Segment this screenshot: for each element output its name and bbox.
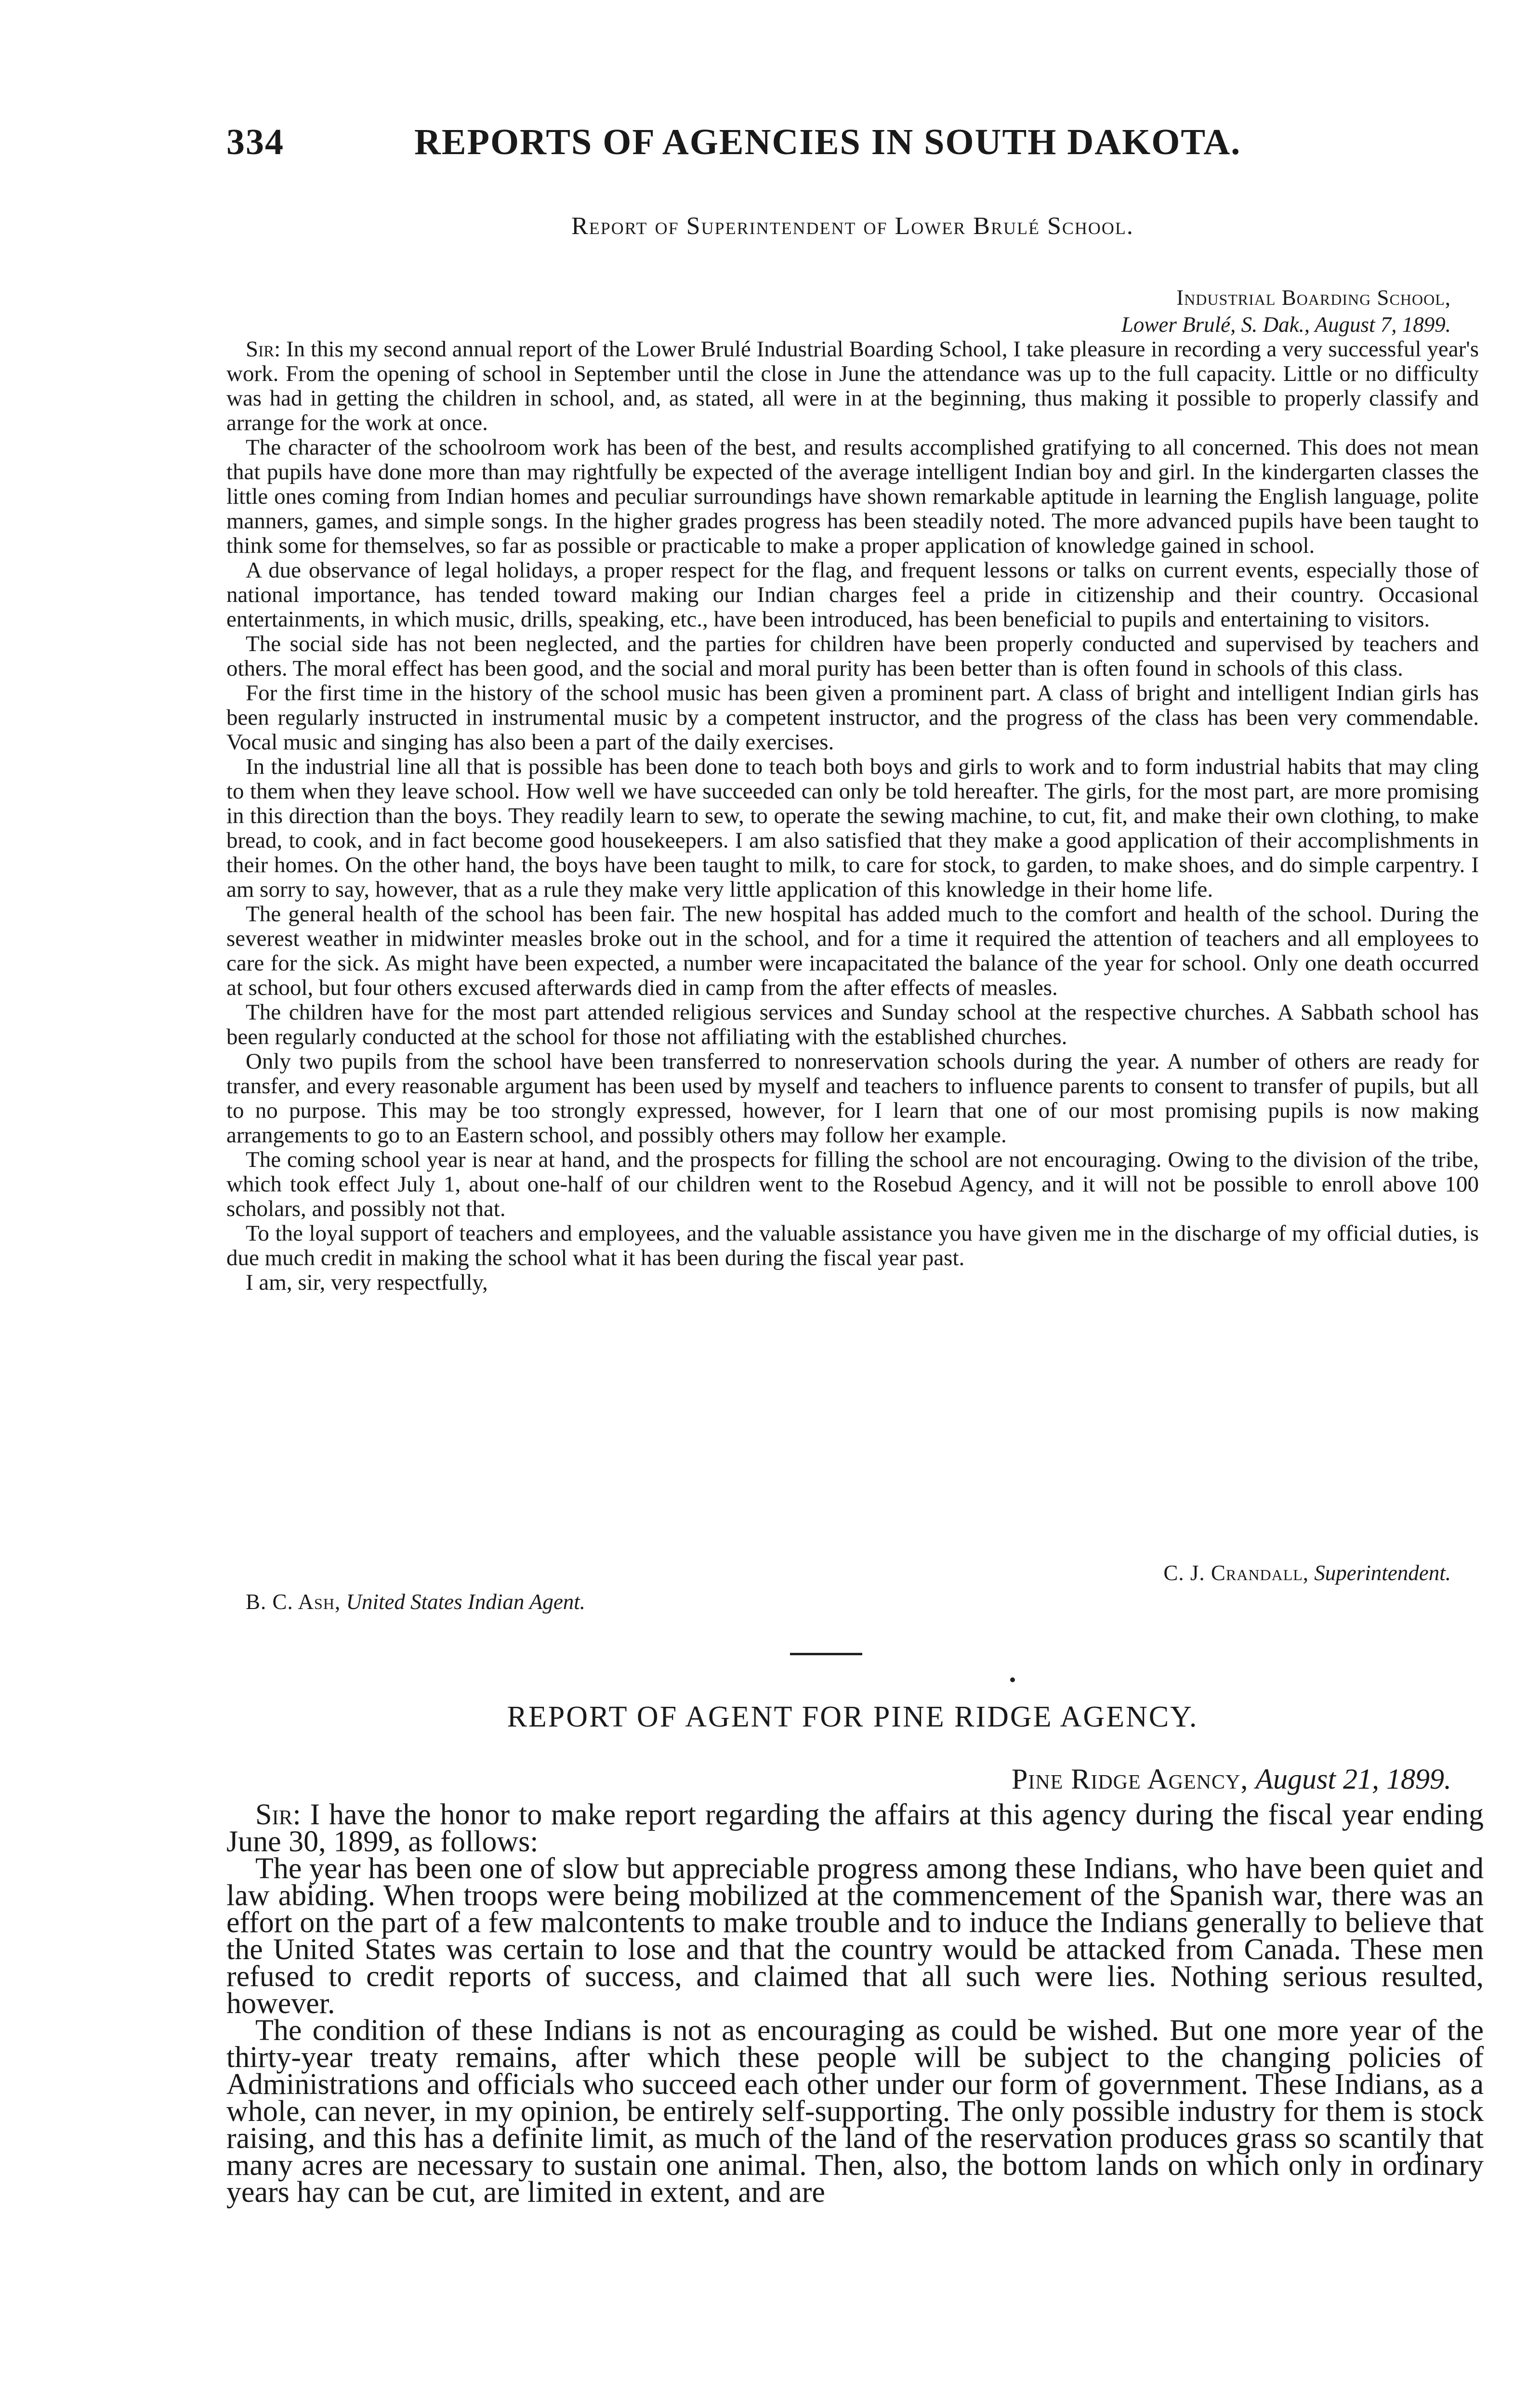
stray-mark	[1010, 1677, 1015, 1682]
salutation: Sir:	[246, 337, 281, 362]
signature-superintendent	[1163, 1560, 1451, 1585]
section-divider	[790, 1653, 862, 1655]
running-title: REPORTS OF AGENCIES IN SOUTH DAKOTA.	[414, 122, 1241, 162]
addressee	[246, 1589, 585, 1614]
signature-title: Superintendent.	[1314, 1561, 1451, 1585]
addressee-title: United States Indian Agent.	[346, 1590, 586, 1614]
addressee-name: B. C. Ash,	[246, 1590, 341, 1614]
report-body-pine-ridge	[226, 1798, 1484, 2209]
running-header	[226, 121, 1286, 163]
paragraph: The social side has not been neglected, and the parties for children have been properly conducted and supervised by teachers and others. The moral effect has been good, and the social and moral purity has been better than is often found in schools of this class.	[226, 631, 1479, 681]
page-number: 334	[226, 122, 284, 162]
paragraph: The character of the schoolroom work has been of the best, and results accomplished gratifying to all concerned. This does not mean that pupils have done more than may rightfully be expected of the average intelligent Indian boy and girl. In the kindergarten classes the little ones coming from Indian homes and peculiar surroundings have shown remarkable aptitude in learning the English language, polite manners, games, and simple songs. In the higher grades progress has been steadily noted. The more advanced pupils have been taught to think some for themselves, so far as possible or practicable to make a proper application of knowledge gained in school.	[226, 435, 1479, 558]
dateline-date: August 21, 1899.	[1255, 1763, 1451, 1795]
paragraph	[226, 337, 1479, 435]
salutation: Sir:	[255, 1798, 301, 1831]
paragraph: The coming school year is near at hand, and the prospects for filling the school are not encouraging. Owing to the division of the tribe, which took effect July 1, about one-half of our children went to the Rosebud Agency, and it will not be possible to enroll above 100 scholars, and possibly not that.	[226, 1147, 1479, 1221]
section-title-lower-brule-school: Report of Superintendent of Lower Brulé School.	[571, 212, 1134, 240]
paragraph-text: I have the honor to make report regarding the affairs at this agency during the fiscal year ending June 30, 1899, as follows:	[226, 1798, 1484, 1858]
paragraph	[226, 1798, 1484, 1858]
dateline-institution: Industrial Boarding School,	[1176, 286, 1451, 310]
section-title-pine-ridge-agency: REPORT OF AGENT FOR PINE RIDGE AGENCY.	[507, 1701, 1198, 1733]
paragraph: Only two pupils from the school have been transferred to nonreservation schools during the year. A number of others are ready for transfer, and every reasonable argument has been used by myself and teachers to influence parents to consent to transfer of pupils, but all to no purpose. This may be too strongly expressed, however, for I learn that one of our most promising pupils is now making arrangements to go to an Eastern school, and possibly others may follow her example.	[226, 1049, 1479, 1148]
dateline-place-date: Lower Brulé, S. Dak., August 7, 1899.	[1121, 313, 1451, 337]
paragraph: The children have for the most part attended religious services and Sunday school at the respective churches. A Sabbath school has been regularly conducted at the school for those not affiliating with the established churches.	[226, 1000, 1479, 1049]
signature-name: C. J. Crandall,	[1163, 1561, 1309, 1585]
paragraph: The condition of these Indians is not as encouraging as could be wished. But one more year of the thirty-year treaty remains, after which these people will be subject to the changing policies of Administrations and officials who succeed each other under our form of government. These Indians, as a whole, can never, in my opinion, be entirely self-supporting. The only possible industry for them is stock raising, and this has a definite limit, as much of the land of the reservation produces grass so scantily that many acres are necessary to sustain one animal. Then, also, the bottom lands on which only in ordinary years hay can be cut, are limited in extent, and are	[226, 2014, 1484, 2209]
paragraph: The general health of the school has been fair. The new hospital has added much to the comfort and health of the school. During the severest weather in midwinter measles broke out in the school, and for a time it required the attention of teachers and all employees to care for the sick. As might have been expected, a number were incapacitated the balance of the year for school. Only one death occurred at school, but four others excused afterwards died in camp from the after effects of measles.	[226, 902, 1479, 1000]
paragraph: In the industrial line all that is possible has been done to teach both boys and girls to work and to form industrial habits that may cling to them when they leave school. How well we have succeeded can only be told hereafter. The girls, for the most part, are more promising in this direction than the boys. They readily learn to sew, to operate the sewing machine, to cut, fit, and make their own clothing, to make bread, to cook, and in fact become good housekeepers. I am also satisfied that they make a good application of their accomplishments in their homes. On the other hand, the boys have been taught to milk, to care for stock, to garden, to make shoes, and do simple carpentry. I am sorry to say, however, that as a rule they make very little application of this knowledge in their home life.	[226, 754, 1479, 902]
paragraph: For the first time in the history of the school music has been given a prominent part. A class of bright and intelligent Indian girls has been regularly instructed in instrumental music by a competent instructor, and the progress of the class has been very commendable. Vocal music and singing has also been a part of the daily exercises.	[226, 681, 1479, 755]
dateline-place: Pine Ridge Agency,	[1011, 1763, 1249, 1795]
paragraph: A due observance of legal holidays, a proper respect for the flag, and frequent lessons or talks on current events, especially those of national importance, has tended toward making our Indian charges feel a pride in citizenship and their country. Occasional entertainments, in which music, drills, speaking, etc., have been introduced, has been beneficial to pupils and entertaining to visitors.	[226, 558, 1479, 632]
report-body-lower-brule	[226, 337, 1479, 1295]
dateline-pine-ridge	[1012, 1763, 1451, 1796]
paragraph-text: In this my second annual report of the Lower Brulé Industrial Boarding School, I take pleasure in recording a very successful year's work. From the opening of school in September until the close in June the attendance was up to the full capacity. Little or no difficulty was had in getting the children in school, and, as stated, all were in at the beginning, thus making it possible to properly classify and arrange for the work at once.	[226, 337, 1479, 435]
dateline-lower-brule	[1121, 284, 1451, 338]
paragraph: To the loyal support of teachers and employees, and the valuable assistance you have given me in the discharge of my official duties, is due much credit in making the school what it has been during the fiscal year past.	[226, 1221, 1479, 1270]
paragraph: The year has been one of slow but appreciable progress among these Indians, who have been quiet and law abiding. When troops were being mobilized at the commencement of the Spanish war, there was an effort on the part of a few malcontents to make trouble and to induce the Indians generally to believe that the United States was certain to lose and that the country would be attacked from Canada. These men refused to credit reports of success, and claimed that all such were lies. Nothing serious resulted, however.	[226, 1852, 1484, 2020]
closing-line: I am, sir, very respectfully,	[246, 1270, 488, 1295]
